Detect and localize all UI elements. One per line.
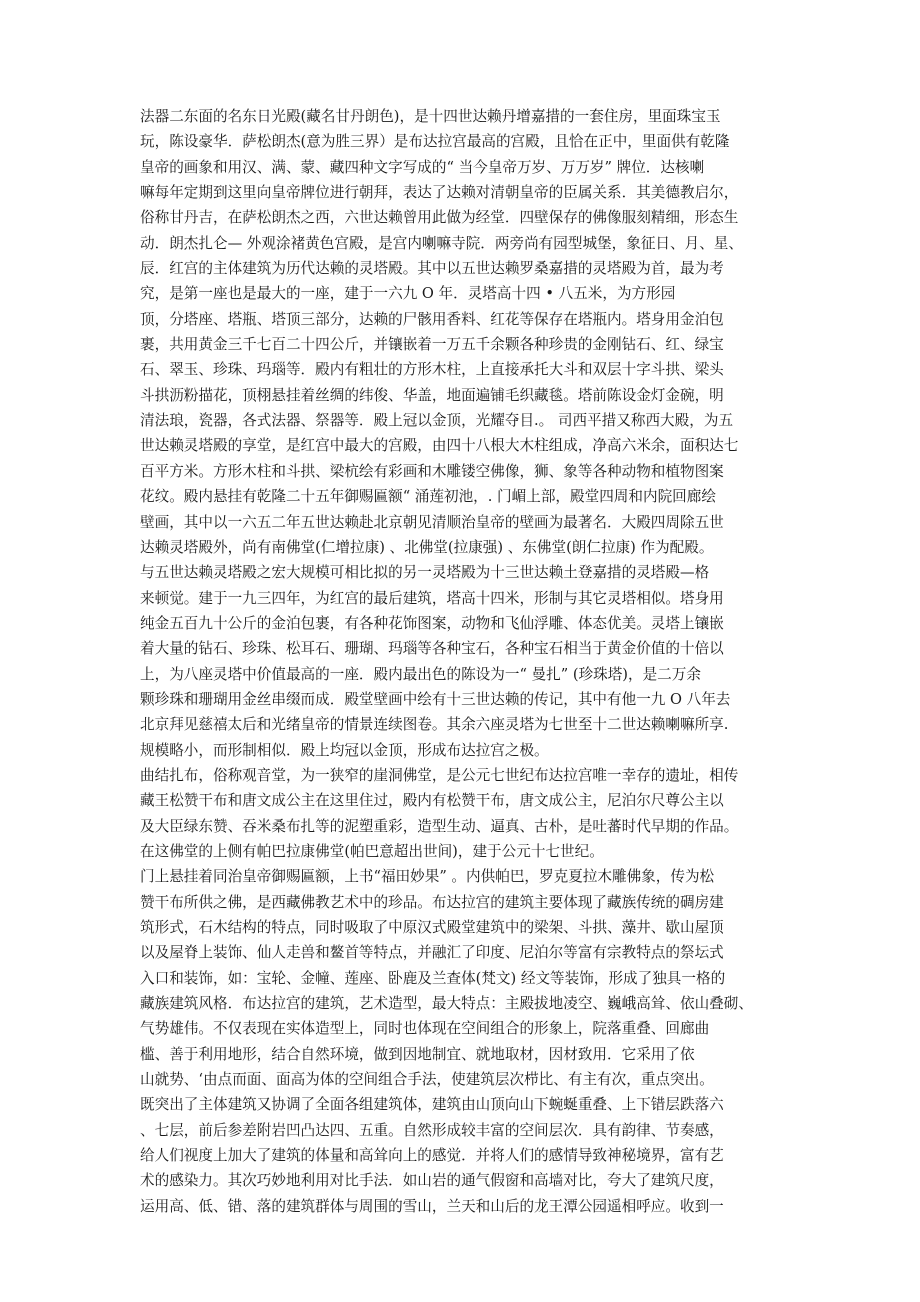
text-line: 赞干布所供之佛，是西藏佛教艺术中的珍品。布达拉宫的建筑主要体现了藏族传统的碉房建	[140, 893, 724, 911]
text-line: 顶，分塔座、塔瓶、塔顶三部分，达赖的尸骸用香料、红花等保存在塔瓶内。塔身用金泊包	[140, 310, 724, 328]
text-line: 与五世达赖灵塔殿之宏大规模可相比拟的另一灵塔殿为十三世达赖土登嘉措的灵塔殿—格	[140, 564, 710, 582]
text-line: 花纹。殿内悬挂有乾隆二十五年御赐匾额“ 涌莲初池，. 门嵋上部，殿堂四周和内院回廊绘	[140, 488, 716, 506]
text-line: 来顿觉。建于一九三四年，为红宫的最后建筑，塔高十四米，形制与其它灵塔相似。塔身用	[140, 589, 724, 607]
text-line: 颗珍珠和珊瑚用金丝串缀而成．殿堂壁画中绘有十三世达赖的传记，其中有他一九 O 八年去	[140, 690, 731, 708]
text-line: 世达赖灵塔殿的享堂，是红宫中最大的宫殿，由四十八根大木柱组成，净高六米余，面积达七	[140, 437, 739, 455]
text-line: 辰．红宫的主体建筑为历代达赖的灵塔殿。其中以五世达赖罗桑嘉措的灵塔殿为首，最为考	[140, 260, 724, 278]
text-line: 及大臣绿东赞、吞米桑布扎等的泥塑重彩，造型生动、逼真、古朴，是吐蕃时代早期的作品。	[140, 817, 739, 835]
text-line: 术的感染力。其次巧妙地利用对比手法．如山岩的通气假窗和高墙对比，夸大了建筑尺度，	[140, 1172, 724, 1190]
text-line: 曲结扎布，俗称观音堂，为一狭窄的崖洞佛堂，是公元七世纪布达拉宫唯一幸存的遗址，相传	[140, 766, 739, 784]
text-line: 北京拜见慈禧太后和光绪皇帝的情景连续图卷。其余六座灵塔为七世至十二世达赖喇嘛所享.	[140, 716, 729, 734]
text-line: 门上悬挂着同治皇帝御赐匾额，上书“福田妙果” 。内供帕巴，罗克夏拉木雕佛象，传为松	[140, 868, 715, 886]
document-body	[140, 104, 792, 1219]
text-line: 给人们视度上加大了建筑的体量和高耸向上的感觉．并将人们的感情导致神秘境界，富有艺	[140, 1147, 724, 1165]
text-line: 运用高、低、错、落的建筑群体与周围的雪山，兰天和山后的龙王潭公园遥相呼应。收到一	[140, 1197, 724, 1215]
text-line: 达赖灵塔殿外，尚有南佛堂(仁增拉康) 、北佛堂(拉康强) 、东佛堂(朗仁拉康) 作为配殿。	[140, 538, 714, 556]
text-line: 气势雄伟。不仅表现在实体造型上，同时也体现在空间组合的形象上，院落重叠、回廊曲	[140, 1020, 710, 1038]
text-line: 槛、善于利用地形，结合自然环境，做到因地制宜、就地取材，因材致用．它采用了依	[140, 1045, 695, 1063]
text-line: 斗拱沥粉描花，顶栩悬挂着丝绸的纬俊、华盖，地面遍铺毛织藏毯。塔前陈设金灯金碗，明	[140, 386, 724, 404]
text-line: 入口和装饰，如：宝轮、金幢、莲座、卧鹿及兰查体(梵文) 经文等装饰，形成了独具一格的	[140, 969, 726, 987]
text-line: 壁画，其中以一六五二年五世达赖赴北京朝见清顺治皇帝的壁画为最著名．大殿四周除五世	[140, 513, 724, 531]
text-line: 百平方米。方形木柱和斗拱、梁杭绘有彩画和木雕镂空佛像，狮、象等各种动物和植物图案	[140, 462, 724, 480]
text-line: 在这佛堂的上侧有帕巴拉康佛堂(帕巴意超出世间)，建于公元十七世纪。	[140, 842, 604, 860]
text-line: 藏王松赞干布和唐文成公主在这里住过，殿内有松赞干布，唐文成公主，尼泊尔尺尊公主以	[140, 792, 724, 810]
text-line: 俗称甘丹吉，在萨松朗杰之西，六世达赖曾用此做为经堂．四壁保存的佛像服刻精细，形态生	[140, 209, 739, 227]
text-line: 嘛每年定期到这里向皇帝牌位进行朝拜，表达了达赖对清朝皇帝的臣属关系．其美德教启尔，	[140, 184, 739, 202]
text-line: 皇帝的画象和用汉、满、蒙、藏四种文字写成的“ 当今皇帝万岁、万万岁” 牌位．达核喇	[140, 158, 705, 176]
text-line: 上，为八座灵塔中价值最高的一座．殿内最出色的陈设为一“ 曼扎” (珍珠塔)，是二万余	[140, 665, 701, 683]
text-line: 玩，陈设豪华．萨松朗杰(意为胜三界）是布达拉宫最高的宫殿，且恰在正中，里面供有乾隆	[140, 133, 730, 151]
text-line: 动．朗杰扎仑— 外观涂褚黄色宫殿，是宫内喇嘛寺院．两旁尚有园型城堡，象征日、月、星、	[140, 234, 743, 252]
text-line: 究，是第一座也是最大的一座，建于一六九 O 年．灵塔高十四 • 八五米，为方形园	[140, 285, 676, 303]
text-line: 以及屋脊上装饰、仙人走兽和鳌首等特点，并融汇了印度、尼泊尔等富有宗教特点的祭坛式	[140, 944, 724, 962]
text-line: 法器二东面的名东日光殿(藏名甘丹朗色)，是十四世达赖丹增嘉措的一套住房，里面珠宝玉	[140, 108, 721, 125]
text-line: 筑形式，石木结构的特点，同时吸取了中原汉式殿堂建筑中的梁架、斗拱、藻井、歇山屋顶	[140, 919, 724, 936]
text-line: 裹，共用黄金三千七百二十四公斤，并镶嵌着一万五千余颗各种珍贵的金刚钻石、红、绿宝	[140, 336, 724, 354]
text-line: 、七层，前后参差附岩凹凸达四、五重。自然形成较丰富的空间层次．具有韵律、节奏感，	[140, 1121, 724, 1139]
text-line: 着大量的钻石、珍珠、松耳石、珊瑚、玛瑙等各种宝石，各种宝石相当于黄金价值的十倍以	[140, 640, 724, 658]
text-line: 清法琅，瓷器，各式法器、祭器等．殿上冠以金顶，光耀夺目.。 司西平措又称西大殿，为五	[140, 412, 734, 430]
text-line: 山就势、‘由点而面、面高为体的空间组合手法，使建筑层次栉比、有主有次，重点突出。	[140, 1071, 714, 1089]
text-line: 石、翠玉、珍珠、玛瑙等．殿内有粗壮的方形木柱，上直接承托大斗和双层十字斗拱、梁头	[140, 361, 724, 379]
text-line: 藏族建筑风格．布达拉宫的建筑，艺术造型，最大特点：主殿拔地凌空、巍峨高耸、依山叠砌、	[140, 995, 753, 1013]
text-line: 规模略小，而形制相似．殿上均冠以金顶，形成布达拉宫之极。	[140, 741, 549, 759]
text-line: 既突出了主体建筑又协调了全面各组建筑体，建筑由山顶向山下蜿蜒重叠、上下错层跌落六	[140, 1096, 724, 1114]
text-line: 纯金五百九十公斤的金泊包裹，有各种花饰图案，动物和飞仙浮雕、体态优美。灵塔上镶嵌	[140, 614, 724, 632]
